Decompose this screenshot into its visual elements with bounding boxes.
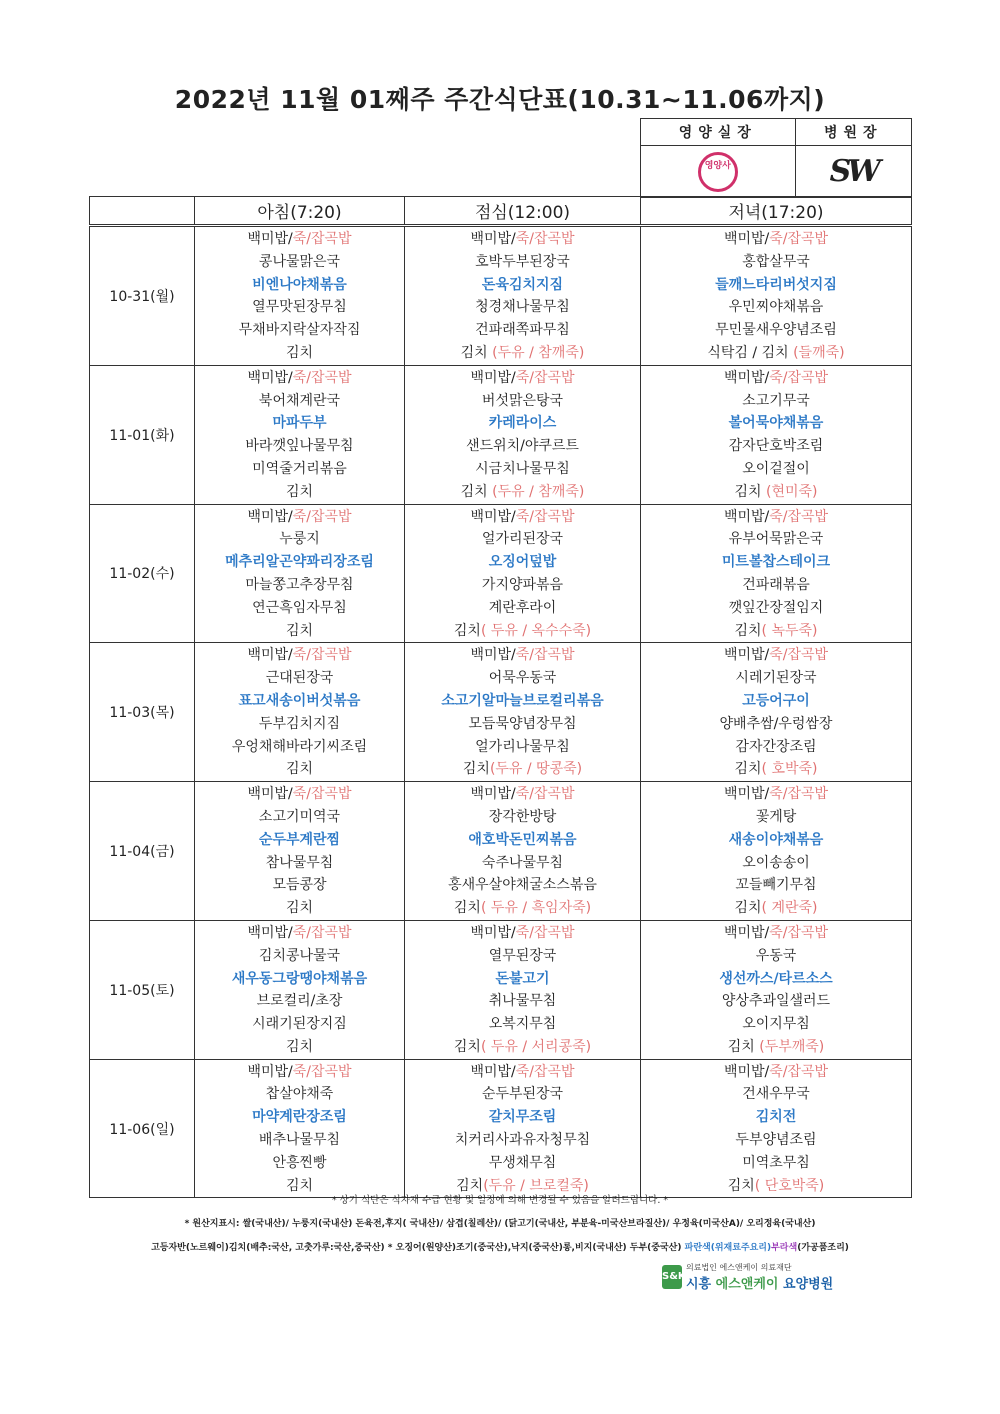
approval-box (640, 118, 912, 198)
staple-line (641, 506, 911, 529)
menu-item: 오이겉절이 (742, 460, 810, 477)
menu-item: 누룽지 (279, 531, 320, 548)
menu-item: 무채바지락살자작짐 (238, 322, 361, 339)
main-dish: 표고새송이버섯볶음 (238, 692, 361, 709)
staple-alternatives: 죽/잡곡밥 (515, 1063, 575, 1080)
menu-item: 어묵우동국 (488, 670, 557, 687)
day-date: 11-04(금) (90, 782, 195, 921)
porridge-option: ( 녹두죽) (761, 622, 818, 639)
day-date: 11-02(수) (90, 504, 195, 643)
staple-rice: 백미밥/ (247, 508, 293, 525)
menu-item: 꽃게탕 (755, 808, 797, 825)
page-title: 2022년 11월 01째주 주간식단표(10.31~11.06까지) (174, 85, 826, 114)
menu-item: 얼가리나물무침 (475, 738, 570, 755)
staple-rice: 백미밥/ (470, 369, 516, 386)
staple-alternatives: 죽/잡곡밥 (769, 231, 829, 247)
day-date: 11-06(일) (90, 1059, 195, 1198)
staple-rice: 백미밥/ (723, 786, 770, 803)
lunch-cell (405, 782, 641, 921)
kimchi-item: 김치 (285, 900, 314, 917)
menu-item: 마늘쫑고추장무침 (245, 576, 354, 593)
staple-line (405, 644, 640, 667)
kimchi-item: 김치 (734, 900, 762, 917)
logo-name (686, 1273, 833, 1292)
day-date: 11-05(토) (90, 920, 195, 1059)
menu-item: 모듬묵양념장무침 (468, 715, 577, 732)
staple-rice: 백미밥/ (470, 924, 516, 941)
staple-alternatives: 죽/잡곡밥 (769, 786, 829, 803)
staple-alternatives: 죽/잡곡밥 (769, 508, 829, 525)
staple-rice: 백미밥/ (723, 1063, 770, 1080)
main-dish: 미트볼찹스테이크 (721, 554, 831, 571)
dietitian-label: 영양실장 (641, 119, 796, 146)
kimchi-line (195, 897, 404, 920)
menu-item: 소고기무국 (742, 392, 810, 409)
menu-item: 취나물무침 (488, 993, 557, 1010)
kimchi-line (405, 1036, 640, 1059)
breakfast-cell (195, 782, 405, 921)
kimchi-item: 김치 (734, 483, 766, 500)
porridge-option: (두부깨죽) (759, 1038, 825, 1055)
breakfast-header: 아침(7:20) (195, 197, 405, 226)
kimchi-item: 김치 (453, 900, 481, 917)
kimchi-item: 김치 (285, 344, 314, 361)
menu-item: 미역초무침 (742, 1154, 810, 1171)
menu-item: 브로컬리/초장 (256, 993, 343, 1010)
menu-item: 우엉채해바라기씨조림 (231, 738, 368, 755)
main-dish: 소고기알마늘브로컬리볶음 (441, 692, 604, 709)
kimchi-line (195, 1036, 404, 1059)
menu-item: 홍합살무국 (742, 253, 810, 270)
logo-brand: 에스앤케이 (715, 1277, 779, 1292)
menu-item: 열무된장국 (488, 947, 557, 964)
menu-item: 청경채나물무침 (475, 299, 570, 316)
kimchi-item: 김치 (734, 622, 762, 639)
porridge-option: ( 계란죽) (761, 900, 818, 917)
staple-line (195, 506, 404, 529)
director-signature-cell (795, 146, 911, 198)
lunch-cell (405, 226, 641, 366)
menu-item: 시래기된장지짐 (252, 1016, 347, 1033)
menu-item: 순두부된장국 (481, 1086, 564, 1103)
menu-item: 미역줄거리볶음 (252, 460, 347, 477)
kimchi-line (641, 897, 911, 920)
staple-alternatives: 죽/잡곡밥 (515, 369, 575, 386)
porridge-option: ( 두유 / 흑임자죽) (480, 900, 592, 917)
day-row (90, 365, 912, 504)
dietitian-stamp: 영양사 (698, 152, 738, 192)
staple-alternatives: 죽/잡곡밥 (292, 369, 352, 386)
staple-line (195, 644, 404, 667)
day-date: 10-31(월) (90, 226, 195, 366)
staple-line (195, 922, 404, 945)
day-row (90, 782, 912, 921)
staple-line (641, 644, 911, 667)
menu-item: 홍새우살야채굴소스볶음 (448, 877, 597, 894)
breakfast-cell (195, 365, 405, 504)
main-dish: 순두부계란찜 (258, 831, 341, 848)
lunch-header: 점심(12:00) (405, 197, 641, 226)
staple-rice: 백미밥/ (470, 508, 516, 525)
kimchi-line (405, 342, 640, 365)
staple-rice: 백미밥/ (247, 647, 293, 664)
staple-rice: 백미밥/ (723, 647, 770, 664)
origin-info-text: 고등자반(노르웨이)김치(배추:국산, 고춧가루:국산,중국산) * 오징어(원양산)조기(중국산),낙지(중국산)롱,비지(국내산) 두부(중국산) (151, 1243, 685, 1253)
day-row (90, 226, 912, 366)
staple-alternatives: 죽/잡곡밥 (769, 369, 829, 386)
staple-alternatives: 죽/잡곡밥 (769, 647, 829, 664)
main-dish: 마파두부 (272, 415, 327, 432)
day-date: 11-03(목) (90, 643, 195, 782)
main-dish: 김치전 (755, 1109, 797, 1126)
kimchi-item: 김치 (453, 622, 481, 639)
kimchi-item: 김치 (460, 344, 493, 361)
menu-item: 무민물새우양념조림 (715, 322, 837, 339)
lunch-cell (405, 365, 641, 504)
staple-alternatives: 죽/잡곡밥 (769, 1063, 829, 1080)
staple-rice: 백미밥/ (247, 1063, 293, 1080)
main-dish: 마약계란장조림 (252, 1109, 347, 1126)
menu-item: 오이지무침 (742, 1016, 810, 1033)
dinner-cell (641, 504, 912, 643)
menu-item: 유부어묵맑은국 (728, 531, 824, 548)
day-row (90, 920, 912, 1059)
menu-item: 무생채무침 (488, 1154, 557, 1171)
menu-item: 오복지무침 (488, 1016, 557, 1033)
staple-alternatives: 죽/잡곡밥 (515, 924, 575, 941)
staple-alternatives: 죽/잡곡밥 (292, 786, 352, 803)
menu-item: 얼가리된장국 (481, 531, 564, 548)
staple-line (641, 367, 911, 390)
staple-rice: 백미밥/ (723, 924, 770, 941)
kimchi-item: 김치 (285, 1038, 314, 1055)
staple-rice: 백미밥/ (470, 786, 516, 803)
menu-item: 숙주나물무침 (481, 854, 564, 871)
day-row (90, 1059, 912, 1198)
menu-item: 안흥찐빵 (272, 1154, 327, 1171)
menu-item: 북어채계란국 (258, 392, 341, 409)
menu-item: 계란후라이 (488, 599, 557, 616)
staple-line (641, 228, 911, 251)
porridge-option: ( 단호박죽) (754, 1177, 825, 1194)
menu-item: 근대된장국 (265, 670, 334, 687)
main-dish: 애호박돈민찌볶음 (468, 831, 577, 848)
breakfast-cell (195, 643, 405, 782)
staple-alternatives: 죽/잡곡밥 (292, 1063, 352, 1080)
menu-item: 소고기미역국 (258, 808, 341, 825)
staple-rice: 백미밥/ (470, 647, 516, 664)
main-dish: 볼어묵야채볶음 (728, 415, 824, 432)
menu-item: 오이송송이 (742, 854, 810, 871)
staple-alternatives: 죽/잡곡밥 (515, 231, 575, 247)
kimchi-line (641, 481, 911, 504)
staple-alternatives: 죽/잡곡밥 (292, 647, 352, 664)
day-row (90, 504, 912, 643)
menu-item: 호박두부된장국 (475, 253, 570, 270)
menu-item: 참나물무침 (265, 854, 334, 871)
menu-item: 김치콩나물국 (258, 947, 341, 964)
menu-item: 시레기된장국 (735, 670, 817, 687)
menu-item: 건새우무국 (742, 1086, 810, 1103)
origin-info-line2 (0, 1240, 1000, 1253)
porridge-option: ( 호박죽) (761, 761, 818, 778)
menu-item: 장각한방탕 (488, 808, 557, 825)
porridge-option: (두유 / 참깨죽) (492, 483, 585, 500)
kimchi-item: 김치 (453, 1038, 481, 1055)
porridge-option: ( 두유 / 옥수수죽) (480, 622, 592, 639)
main-dish: 고등어구이 (742, 692, 810, 709)
staple-rice: 백미밥/ (247, 786, 293, 803)
staple-alternatives: 죽/잡곡밥 (515, 508, 575, 525)
origin-processed-note: (가공품조리) (797, 1243, 849, 1253)
kimchi-item: 식탁김 / 김치 (707, 344, 794, 361)
menu-item: 치커리사과유자청무침 (454, 1132, 591, 1149)
kimchi-item: 김치 (462, 761, 490, 778)
dinner-cell (641, 920, 912, 1059)
staple-line (641, 922, 911, 945)
kimchi-line (641, 342, 911, 365)
lunch-cell (405, 643, 641, 782)
menu-item: 샌드위치/야쿠르트 (466, 438, 579, 455)
main-dish: 오징어덮밥 (488, 554, 557, 571)
menu-item: 양배추쌈/우렁쌈장 (719, 715, 833, 732)
menu-item: 모듬콩장 (272, 877, 327, 894)
main-dish: 돈불고기 (495, 970, 550, 987)
kimchi-line (195, 758, 404, 781)
director-signature: SW (829, 154, 877, 189)
staple-rice: 백미밥/ (723, 231, 770, 247)
menu-item: 시금치나물무침 (475, 460, 570, 477)
main-dish: 생선까스/타르소스 (719, 970, 833, 987)
staple-line (405, 367, 640, 390)
porridge-option: ( 두유 / 서리콩죽) (480, 1038, 592, 1055)
kimchi-item: 김치 (285, 622, 314, 639)
hospital-logo (662, 1262, 833, 1292)
staple-alternatives: 죽/잡곡밥 (769, 924, 829, 941)
breakfast-cell (195, 504, 405, 643)
logo-icon: S&K (662, 1265, 682, 1289)
kimchi-line (195, 342, 404, 365)
porridge-option: (두유 / 브로컬죽) (483, 1177, 589, 1194)
dinner-header: 저녁(17:20) (641, 197, 912, 226)
dinner-cell (641, 643, 912, 782)
staple-line (405, 922, 640, 945)
staple-line (195, 783, 404, 806)
day-row (90, 643, 912, 782)
staple-rice: 백미밥/ (470, 1063, 516, 1080)
staple-alternatives: 죽/잡곡밥 (515, 647, 575, 664)
staple-line (405, 783, 640, 806)
menu-item: 두부김치지짐 (258, 715, 341, 732)
kimchi-line (405, 897, 640, 920)
origin-blue-legend: 파란색(위재료주요리) (684, 1243, 772, 1253)
staple-rice: 백미밥/ (247, 231, 293, 247)
main-dish: 카레라이스 (488, 415, 557, 432)
staple-alternatives: 죽/잡곡밥 (292, 924, 352, 941)
porridge-option: (들깨죽) (793, 344, 845, 361)
breakfast-cell (195, 1059, 405, 1198)
porridge-option: (현미죽) (766, 483, 818, 500)
main-dish: 비엔나야채볶음 (252, 276, 347, 293)
menu-item: 찹살야채죽 (265, 1086, 334, 1103)
menu-table (89, 196, 912, 1198)
breakfast-cell (195, 226, 405, 366)
staple-alternatives: 죽/잡곡밥 (515, 786, 575, 803)
day-header (90, 197, 195, 226)
menu-item: 우동국 (755, 947, 797, 964)
kimchi-item: 김치 (285, 761, 314, 778)
kimchi-line (641, 758, 911, 781)
menu-item: 가지양파볶음 (481, 576, 564, 593)
lunch-cell (405, 920, 641, 1059)
kimchi-item: 김치 (285, 483, 314, 500)
staple-line (641, 1061, 911, 1084)
menu-item: 열무맛된장무침 (252, 299, 347, 316)
porridge-option: (두유 / 땅콩죽) (489, 761, 583, 778)
main-dish: 새우동그랑땡야채볶음 (231, 970, 368, 987)
menu-item: 콩나물맑은국 (258, 253, 341, 270)
kimchi-line (641, 1036, 911, 1059)
kimchi-item: 김치 (285, 1177, 314, 1194)
menu-item: 양상추과일샐러드 (721, 993, 831, 1010)
kimchi-item: 김치 (727, 1177, 755, 1194)
main-dish: 들깨느타리버섯지짐 (715, 276, 837, 293)
menu-item: 연근흑임자무침 (252, 599, 347, 616)
staple-line (405, 1061, 640, 1084)
kimchi-line (641, 620, 911, 643)
kimchi-line (195, 481, 404, 504)
staple-line (405, 228, 640, 251)
staple-alternatives: 죽/잡곡밥 (292, 231, 352, 247)
kimchi-item: 김치 (456, 1177, 484, 1194)
day-date: 11-01(화) (90, 365, 195, 504)
staple-rice: 백미밥/ (247, 924, 293, 941)
staple-rice: 백미밥/ (723, 508, 770, 525)
kimchi-line (405, 481, 640, 504)
menu-item: 감자단호박조림 (728, 438, 824, 455)
dinner-cell (641, 226, 912, 366)
main-dish: 새송이야채볶음 (728, 831, 824, 848)
kimchi-line (195, 620, 404, 643)
main-dish: 메추리알곤약꽈리장조림 (225, 554, 374, 571)
menu-item: 우민찌야채볶음 (728, 299, 824, 316)
menu-item: 두부양념조림 (735, 1132, 817, 1149)
main-dish: 갈치무조림 (488, 1109, 557, 1126)
logo-city: 시흥 (686, 1277, 716, 1292)
kimchi-item: 김치 (460, 483, 493, 500)
menu-item: 꼬들빼기무침 (735, 877, 817, 894)
staple-rice: 백미밥/ (470, 231, 516, 247)
menu-item: 배추나물무침 (258, 1132, 341, 1149)
menu-item: 바라깻잎나물무침 (245, 438, 354, 455)
origin-purple-legend: 부라색 (771, 1243, 798, 1253)
kimchi-item: 김치 (734, 761, 762, 778)
dinner-cell (641, 1059, 912, 1198)
staple-rice: 백미밥/ (247, 369, 293, 386)
menu-item: 버섯맑은탕국 (481, 392, 564, 409)
change-notice: * 상기 식단은 식자재 수급 현황 및 일정에 의해 변경될 수 있음을 알려드립니다. * (331, 1195, 669, 1206)
menu-item: 감자간장조림 (735, 738, 817, 755)
staple-line (195, 228, 404, 251)
origin-info-line1: * 원산지표시: 쌀(국내산)/ 누룽지(국내산) 돈육전,후지( 국내산)/ 삼겹(칠레산)/ (닭고기(국내산, 부분육-미국산브라질산)/ 우정육(미국산A)/ 오리정육(국내산) (184, 1219, 816, 1229)
menu-item: 건파래쪽파무침 (475, 322, 570, 339)
director-label: 병원장 (795, 119, 911, 146)
dinner-cell (641, 365, 912, 504)
staple-line (405, 506, 640, 529)
breakfast-cell (195, 920, 405, 1059)
kimchi-line (405, 758, 640, 781)
logo-foundation: 의료법인 에스앤케이 의료재단 (686, 1263, 792, 1272)
dietitian-stamp-cell (641, 146, 796, 198)
kimchi-item: 김치 (727, 1038, 760, 1055)
menu-item: 깻잎간장절임지 (728, 599, 824, 616)
menu-header-row (90, 197, 912, 226)
kimchi-line (405, 620, 640, 643)
logo-type: 요양병원 (778, 1277, 834, 1292)
staple-line (195, 1061, 404, 1084)
porridge-option: (두유 / 참깨죽) (492, 344, 585, 361)
staple-alternatives: 죽/잡곡밥 (292, 508, 352, 525)
staple-rice: 백미밥/ (723, 369, 770, 386)
staple-line (195, 367, 404, 390)
staple-line (641, 783, 911, 806)
main-dish: 돈육김치지짐 (481, 276, 564, 293)
lunch-cell (405, 1059, 641, 1198)
lunch-cell (405, 504, 641, 643)
menu-item: 건파래볶음 (742, 576, 810, 593)
dinner-cell (641, 782, 912, 921)
